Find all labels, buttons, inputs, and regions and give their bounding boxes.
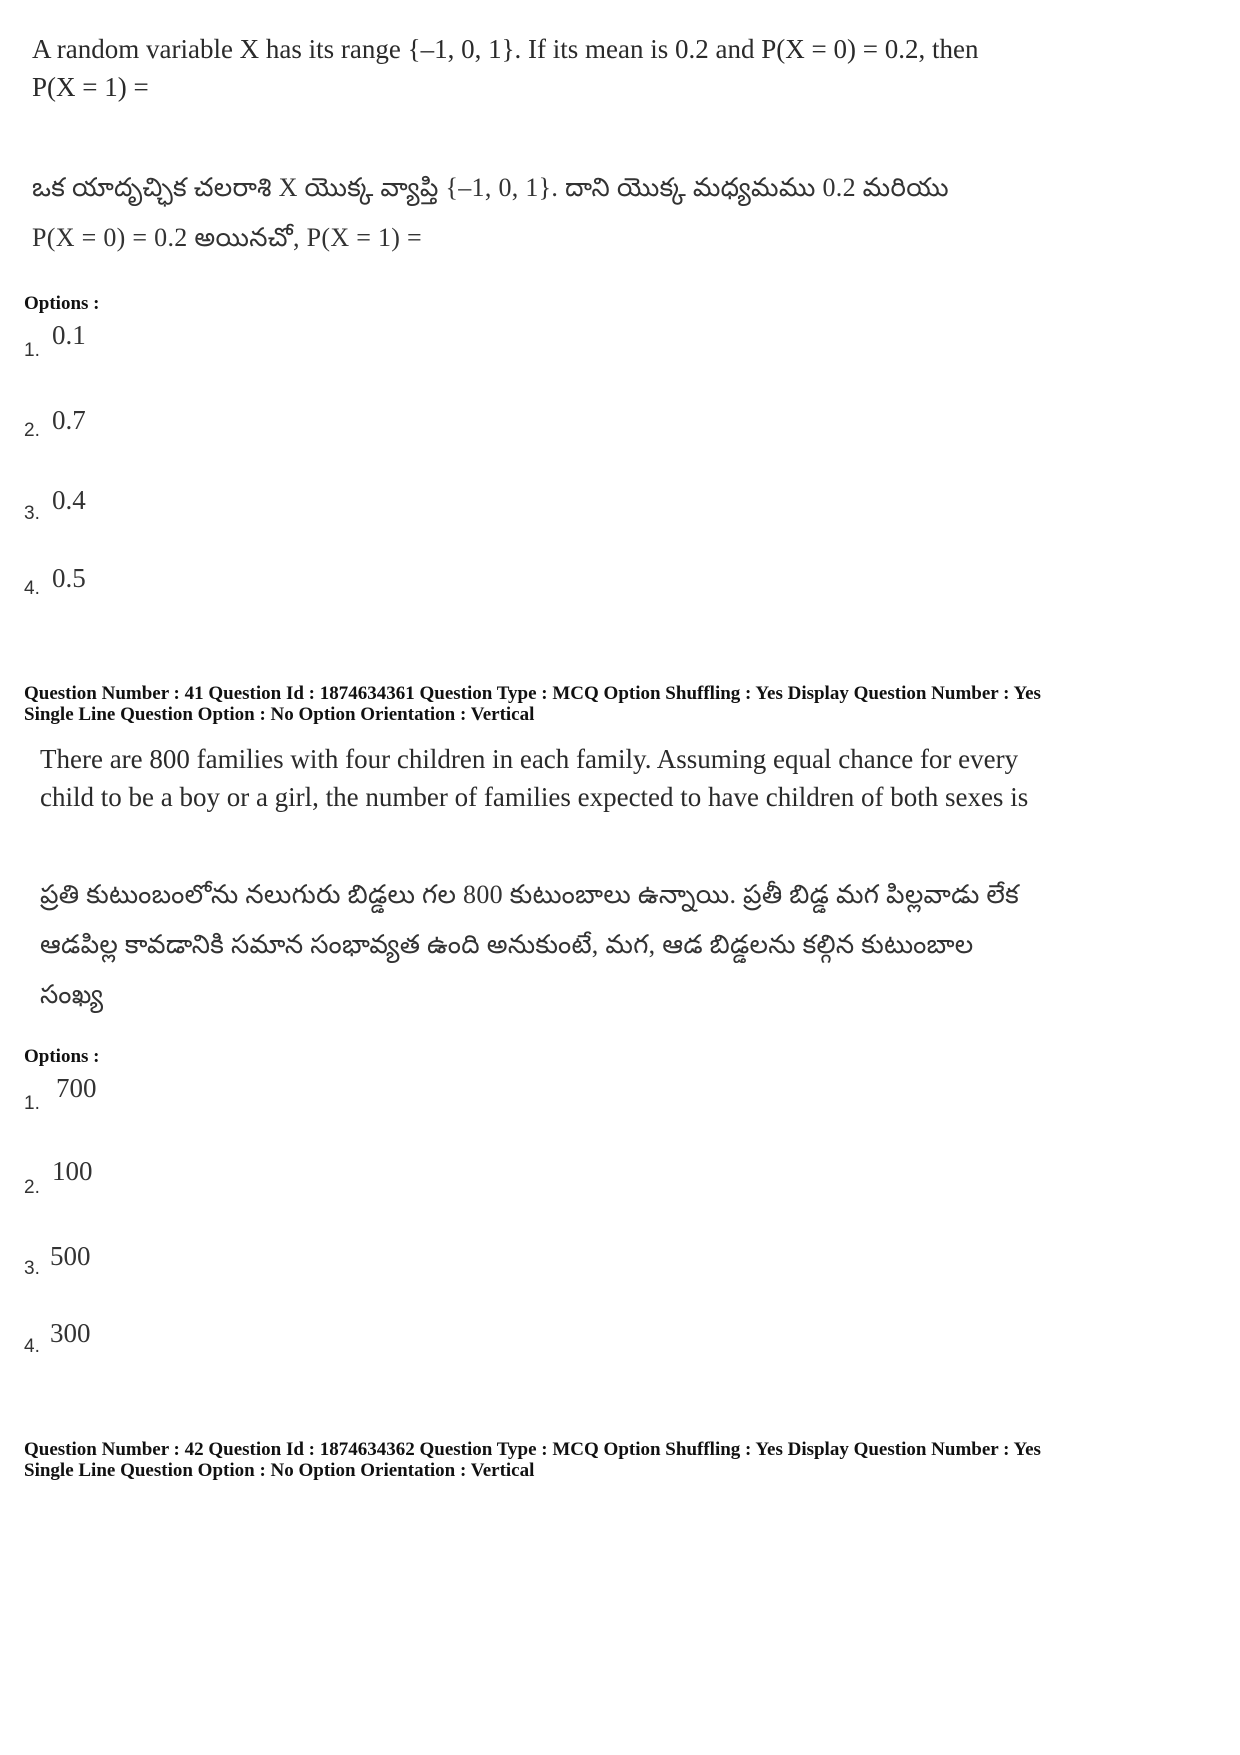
option-number: 1. xyxy=(24,340,40,361)
option-value[interactable]: 0.7 xyxy=(52,405,86,435)
question-text-te-line1: ప్రతి కుటుంబంలోను నలుగురు బిడ్డలు గల 800 కుటుంబాలు ఉన్నాయి. ప్రతీ బిడ్డ మగ పిల్లవాడు లేక xyxy=(40,880,1020,909)
question-text-en-line1: There are 800 families with four children in each family. Assuming equal chance for every xyxy=(40,744,1019,774)
option-number: 4. xyxy=(24,1336,40,1357)
question-meta-line2: Single Line Question Option : No Option Orientation : Vertical xyxy=(24,1460,535,1481)
question-text-en-line2: P(X = 1) = xyxy=(32,72,149,102)
option-value[interactable]: 0.1 xyxy=(52,320,86,350)
question-text-en-line2: child to be a boy or a girl, the number of families expected to have children of both sexes is xyxy=(40,782,1029,812)
question-meta-line1: Question Number : 42 Question Id : 1874634362 Question Type : MCQ Option Shuffling : Yes Display Question Number : Yes xyxy=(24,1439,1041,1460)
option-number: 2. xyxy=(24,420,40,441)
option-value[interactable]: 300 xyxy=(50,1318,91,1348)
question-text-te-line3: సంఖ్య xyxy=(40,980,104,1009)
option-value[interactable]: 500 xyxy=(50,1241,91,1271)
option-number: 2. xyxy=(24,1177,40,1198)
option-number: 1. xyxy=(24,1093,40,1114)
question-text-te-line1: ఒక యాదృచ్ఛిక చలరాశి X యొక్క వ్యాప్తి {–1, 0, 1}. దాని యొక్క మధ్యమము 0.2 మరియు xyxy=(32,173,949,202)
option-number: 4. xyxy=(24,578,40,599)
options-label: Options : xyxy=(24,1046,100,1067)
question-text-te-line2: ఆడపిల్ల కావడానికి సమాన సంభావ్యత ఉంది అనుకుంటే, మగ, ఆడ బిడ్డలను కల్గిన కుటుంబాల xyxy=(40,930,974,959)
question-text-en-line1: A random variable X has its range {–1, 0, 1}. If its mean is 0.2 and P(X = 0) = 0.2, then xyxy=(32,34,979,64)
question-meta-line1: Question Number : 41 Question Id : 1874634361 Question Type : MCQ Option Shuffling : Yes Display Question Number : Yes xyxy=(24,683,1041,704)
option-number: 3. xyxy=(24,503,40,524)
option-value[interactable]: 0.5 xyxy=(52,563,86,593)
option-number: 3. xyxy=(24,1258,40,1279)
options-label: Options : xyxy=(24,293,100,314)
option-value[interactable]: 700 xyxy=(56,1073,97,1103)
option-value[interactable]: 100 xyxy=(52,1156,93,1186)
question-meta-line2: Single Line Question Option : No Option Orientation : Vertical xyxy=(24,704,535,725)
question-text-te-line2: P(X = 0) = 0.2 అయినచో, P(X = 1) = xyxy=(32,223,423,252)
option-value[interactable]: 0.4 xyxy=(52,485,86,515)
